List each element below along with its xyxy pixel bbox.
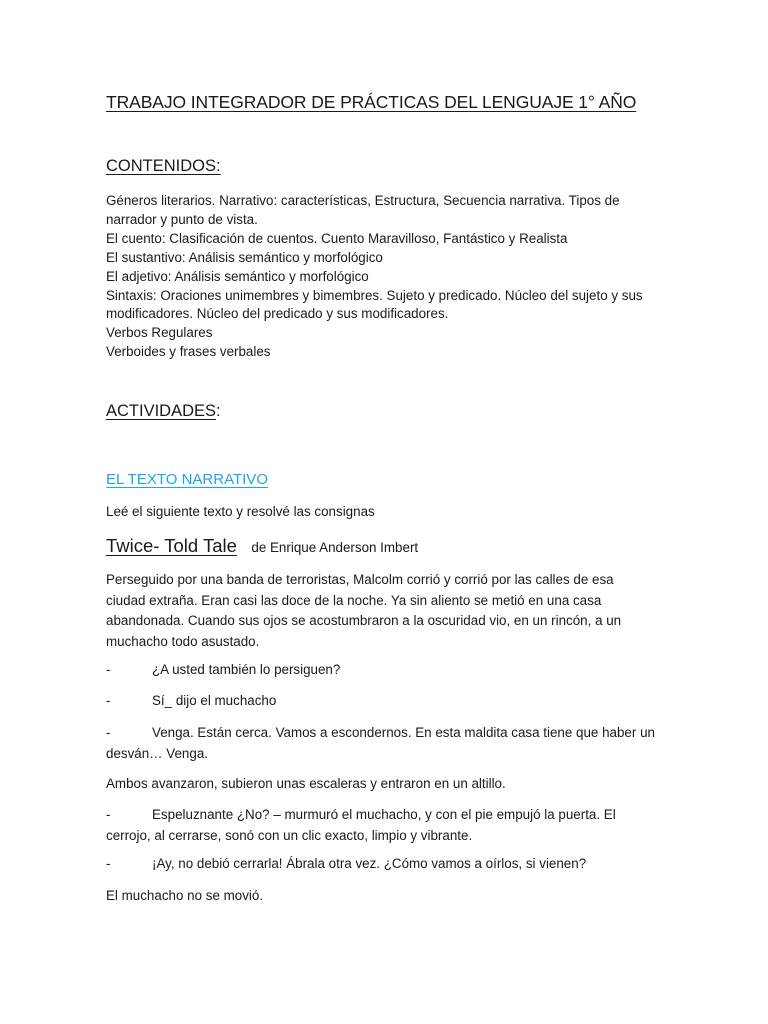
dialogue-text: Espeluznante ¿No? – murmuró el muchacho, y con el pie empujó la puerta. El — [152, 807, 616, 822]
dialogue-text: cerrojo, al cerrarse, sonó con un clic exacto, limpio y vibrante. — [106, 827, 473, 843]
dialogue-line — [106, 662, 340, 677]
dialogue-dash: - — [106, 662, 111, 677]
contenidos-line: Géneros literarios. Narrativo: características, Estructura, Secuencia narrativa. Tipos de — [106, 193, 620, 208]
story-author: de Enrique Anderson Imbert — [251, 540, 419, 555]
actividades-heading — [106, 402, 221, 421]
contenidos-heading: CONTENIDOS: — [106, 157, 221, 175]
contenidos-list — [106, 192, 666, 362]
dialogue-text: Sí_ dijo el muchacho — [152, 693, 277, 708]
dialogue-text: ¿A usted también lo persiguen? — [152, 662, 341, 677]
dialogue-dash: - — [106, 693, 111, 708]
story-line: muchacho todo asustado. — [106, 633, 260, 649]
story-line: Perseguido por una banda de terroristas, Malcolm corrió y corrió por las calles de esa — [106, 572, 614, 587]
story-heading — [106, 535, 418, 557]
dialogue-line — [106, 693, 276, 708]
actividades-colon: : — [216, 402, 221, 420]
contenidos-line: Verbos Regulares — [106, 325, 213, 341]
dialogue-line — [106, 856, 586, 871]
dialogue-dash: - — [106, 807, 111, 822]
actividades-label: ACTIVIDADES — [106, 402, 217, 420]
contenidos-line: El sustantivo: Análisis semántico y morfológico — [106, 249, 383, 265]
dialogue-dash: - — [106, 725, 111, 740]
story-paragraph — [106, 570, 666, 652]
contenidos-line: narrador y punto de vista. — [106, 211, 258, 227]
contenidos-line: modificadores. Núcleo del predicado y sus modificadores. — [106, 306, 449, 322]
dialogue-text: desván… Venga. — [106, 745, 208, 761]
contenidos-line: Verboides y frases verbales — [106, 344, 271, 360]
dialogue-text: ¡Ay, no debió cerrarla! Ábrala otra vez. ¿Cómo vamos a oírlos, si vienen? — [152, 856, 587, 871]
contenidos-line: El adjetivo: Análisis semántico y morfológico — [106, 268, 369, 284]
dialogue-block — [106, 805, 666, 846]
document-title: TRABAJO INTEGRADOR DE PRÁCTICAS DEL LENGUAJE 1° AÑO — [106, 92, 637, 112]
contenidos-line: El cuento: Clasificación de cuentos. Cuento Maravilloso, Fantástico y Realista — [106, 230, 568, 246]
contenidos-line: Sintaxis: Oraciones unimembres y bimembres. Sujeto y predicado. Núcleo del sujeto y sus — [106, 287, 643, 303]
dialogue-text: Venga. Están cerca. Vamos a escondernos. En esta maldita casa tiene que haber un — [152, 725, 655, 740]
story-line: ciudad extraña. Eran casi las doce de la noche. Ya sin aliento se metió en una casa — [106, 592, 602, 608]
dialogue-dash: - — [106, 856, 111, 871]
story-paragraph: Ambos avanzaron, subieron unas escaleras y entraron en un altillo. — [106, 776, 506, 791]
dialogue-block — [106, 723, 666, 764]
instruction-text: Leé el siguiente texto y resolvé las consignas — [106, 504, 375, 519]
story-paragraph: El muchacho no se movió. — [106, 888, 264, 903]
section-heading-link[interactable]: EL TEXTO NARRATIVO — [106, 471, 268, 488]
story-title: Twice- Told Tale — [106, 535, 237, 556]
story-line: abandonada. Cuando sus ojos se acostumbraron a la oscuridad vio, en un rincón, a un — [106, 613, 622, 628]
